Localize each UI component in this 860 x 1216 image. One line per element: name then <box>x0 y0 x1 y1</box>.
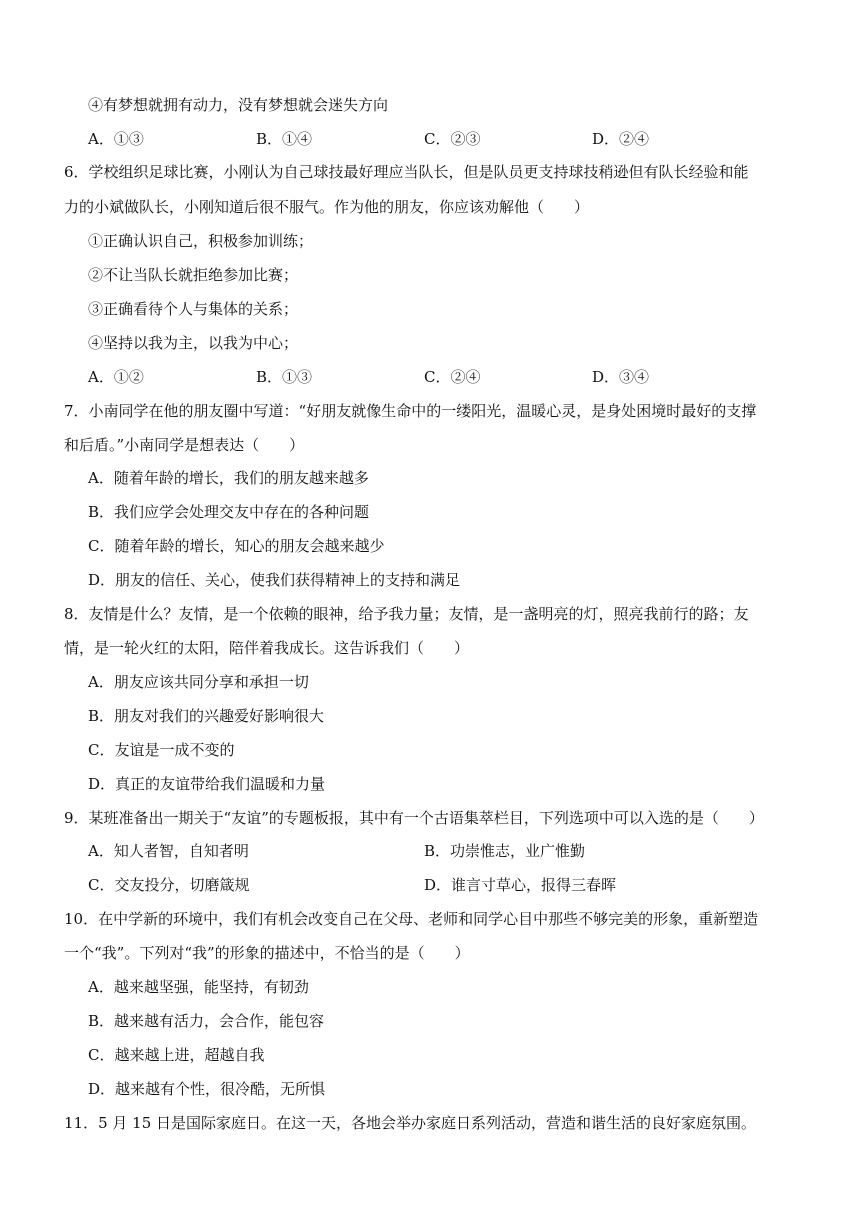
text-line: ③正确看待个人与集体的关系； <box>88 300 299 318</box>
text-line: 10．在中学新的环境中，我们有机会改变自己在父母、老师和同学心目中那些不够完美的形象，重新塑造 <box>64 910 759 928</box>
text-line: ④坚持以我为主，以我为中心； <box>88 334 299 352</box>
text-line: 情，是一轮火红的太阳，陪伴着我成长。这告诉我们（ ） <box>64 639 470 657</box>
q5-option-a[interactable]: A．①③ <box>88 130 144 148</box>
text-line: ①正确认识自己，积极参加训练； <box>88 232 314 250</box>
q9-options-row2 <box>88 874 788 896</box>
text-line: 9．某班准备出一期关于“友谊”的专题板报，其中有一个古语集萃栏目，下列选项中可以入选的是（ ） <box>64 809 764 827</box>
text-line: ②不让当队长就拒绝参加比赛； <box>88 266 299 284</box>
text-line: C．友谊是一成不变的 <box>88 741 235 759</box>
q9-option-d[interactable]: D．谁言寸草心，报得三春晖 <box>424 876 617 894</box>
text-line: ④有梦想就拥有动力，没有梦想就会迷失方向 <box>88 96 389 114</box>
q5-options <box>88 128 788 150</box>
q5-option-c[interactable]: C．②③ <box>424 130 481 148</box>
text-line: B．朋友对我们的兴趣爱好影响很大 <box>88 707 325 725</box>
text-line: 力的小斌做队长，小刚知道后很不服气。作为他的朋友，你应该劝解他（ ） <box>64 198 590 216</box>
text-line: 7．小南同学在他的朋友圈中写道：“好朋友就像生命中的一缕阳光，温暖心灵，是身处困境时最好的支撑 <box>64 402 757 420</box>
text-line: A．随着年龄的增长，我们的朋友越来越多 <box>88 469 369 487</box>
q6-option-c[interactable]: C．②④ <box>424 368 481 386</box>
text-line: C．随着年龄的增长，知心的朋友会越来越少 <box>88 537 385 555</box>
text-line: 11．5 月 15 日是国际家庭日。在这一天，各地会举办家庭日系列活动，营造和谐生活的良好家庭氛围。 <box>64 1114 757 1132</box>
text-line: 和后盾。”小南同学是想表达（ ） <box>64 436 305 454</box>
q6-option-b[interactable]: B．①③ <box>256 368 313 386</box>
q9-option-b[interactable]: B．功崇惟志，业广惟勤 <box>424 842 586 860</box>
q9-option-a[interactable]: A．知人者智，自知者明 <box>88 842 249 860</box>
text-line: A．越来越坚强，能坚持，有韧劲 <box>88 978 309 996</box>
q5-option-b[interactable]: B．①④ <box>256 130 313 148</box>
text-line: A．朋友应该共同分享和承担一切 <box>88 673 309 691</box>
text-line: D．越来越有个性，很冷酷，无所惧 <box>88 1080 326 1098</box>
text-line: 6．学校组织足球比赛，小刚认为自己球技最好理应当队长，但是队员更支持球技稍逊但有队长经验和能 <box>64 163 749 181</box>
q9-option-c[interactable]: C．交友投分，切磨箴规 <box>88 876 250 894</box>
q9-options-row1 <box>88 840 788 862</box>
text-line: 一个“我”。下列对“我”的形象的描述中，不恰当的是（ ） <box>64 944 470 962</box>
q6-option-a[interactable]: A．①② <box>88 368 144 386</box>
text-line: C．越来越上进，超越自我 <box>88 1046 265 1064</box>
q6-options <box>88 366 788 388</box>
text-line: B．越来越有活力，会合作，能包容 <box>88 1012 325 1030</box>
text-line: D．真正的友谊带给我们温暖和力量 <box>88 775 326 793</box>
q6-option-d[interactable]: D．③④ <box>592 368 650 386</box>
text-line: 8．友情是什么？友情，是一个依赖的眼神，给予我力量；友情，是一盏明亮的灯，照亮我前行的路；友 <box>64 605 749 623</box>
text-line: B．我们应学会处理交友中存在的各种问题 <box>88 503 370 521</box>
text-line: D．朋友的信任、关心，使我们获得精神上的支持和满足 <box>88 571 461 589</box>
q5-option-d[interactable]: D．②④ <box>592 130 650 148</box>
